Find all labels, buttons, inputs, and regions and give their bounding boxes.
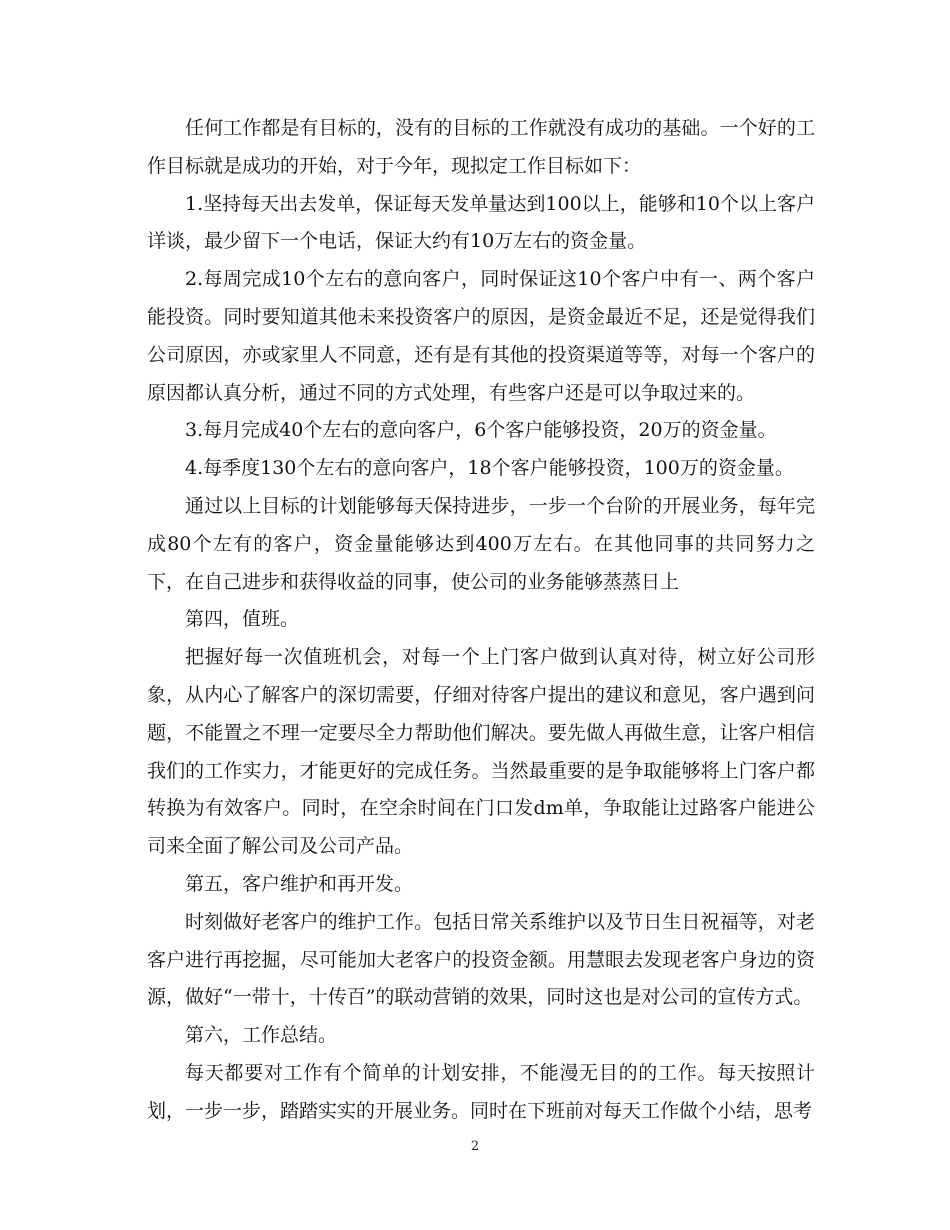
section-heading-client-maintenance: 第五，客户维护和再开发。 — [185, 872, 414, 895]
paragraph-goal-weekly: 2.每周完成10个左右的意向客户，同时保证这10个客户中有一、两个客户能投资。同时要知道其他未来投资客户的原因，是资金最近不足，还是觉得我们公司原因，亦或家里人不同意，还有是有其他的投资渠道等等，对每一个客户的原因都认真分析，通过不同的方式处理，有些客户还是可以争取过来的。 — [147, 268, 815, 404]
body-text — [147, 110, 815, 1131]
paragraph-goals-summary: 通过以上目标的计划能够每天保持进步，一步一个台阶的开展业务，每年完成80个左有的客户，资金量能够达到400万左右。在其他同事的共同努力之下，在自己进步和获得收益的同事，使公司的业务能够蒸蒸日上 — [147, 494, 815, 593]
paragraph-goals-intro: 任何工作都是有目标的，没有的目标的工作就没有成功的基础。一个好的工作目标就是成功的开始，对于今年，现拟定工作目标如下： — [147, 117, 815, 177]
page-number: 2 — [470, 1139, 480, 1154]
paragraph-goal-monthly: 3.每月完成40个左右的意向客户，6个客户能够投资，20万的资金量。 — [185, 419, 777, 442]
paragraph-goal-quarterly: 4.每季度130个左右的意向客户，18个客户能够投资，100万的资金量。 — [185, 457, 794, 480]
paragraph-work-summary: 每天都要对工作有个简单的计划安排，不能漫无目的的工作。每天按照计划，一步一步，踏踏实实的开展业务。同时在下班前对每天工作做个小结，思考 — [147, 1061, 815, 1122]
paragraph-duty: 把握好每一次值班机会，对每一个上门客户做到认真对待，树立好公司形象，从内心了解客户的深切需要，仔细对待客户提出的建议和意见，客户遇到问题，不能置之不理一定要尽全力帮助他们解决。要先做人再做生意，让客户相信我们的工作实力，才能更好的完成任务。当然最重要的是争取能够将上门客户都转换为有效客户。同时，在空余时间在门口发dm单，争取能让过路客户能进公司来全面了解公司及公司产品。 — [147, 646, 815, 858]
paragraph-goal-daily: 1.坚持每天出去发单，保证每天发单量达到100以上，能够和10个以上客户详谈，最少留下一个电话，保证大约有10万左右的资金量。 — [147, 192, 815, 253]
section-heading-duty: 第四，值班。 — [185, 608, 300, 631]
paragraph-client-maintenance: 时刻做好老客户的维护工作。包括日常关系维护以及节日生日祝福等，对老客户进行再挖掘，尽可能加大老客户的投资金额。用慧眼去发现老客户身边的资源，做好“一带十，十传百”的联动营销的效果，同时这也是对公司的宣传方式。 — [147, 910, 815, 1009]
section-heading-work-summary: 第六，工作总结。 — [185, 1024, 338, 1047]
